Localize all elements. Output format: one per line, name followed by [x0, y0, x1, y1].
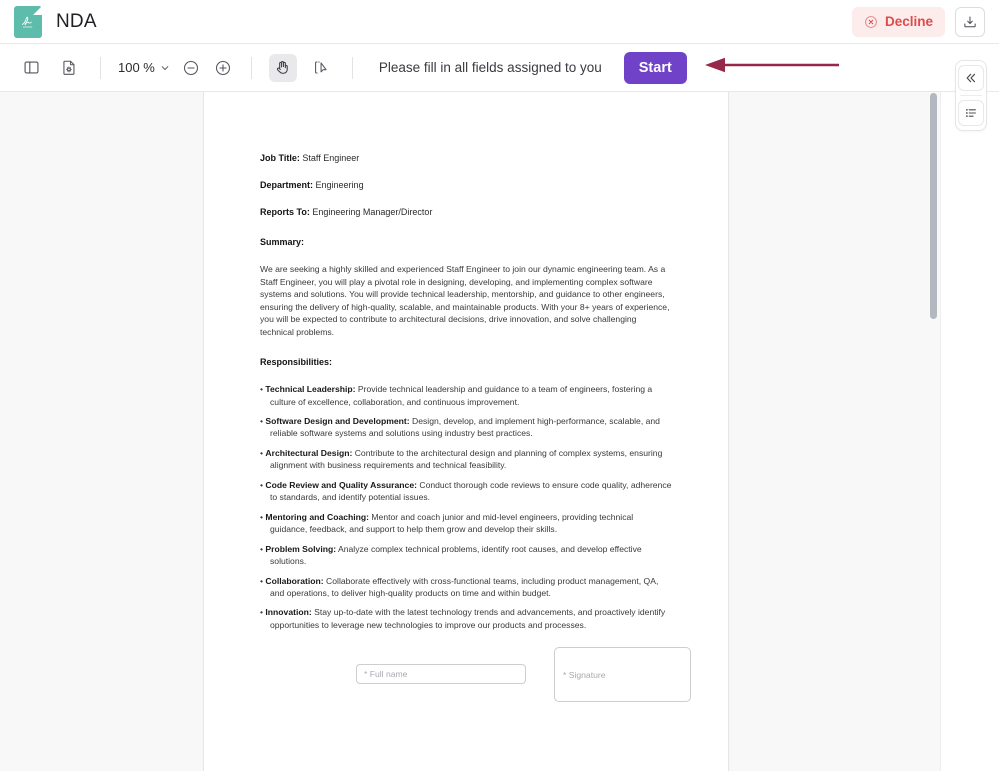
sidebar-panel-toggle-button[interactable] — [17, 54, 45, 82]
summary-paragraph: We are seeking a highly skilled and experienced Staff Engineer to join our dynamic engineering team. As a Staff Engineer, you will play a pivotal role in designing, developing, and implementing complex software systems and solutions. You will provide technical leadership, mentorship, and guidance to other engineers, ensuring the delivery of high-quality, scalable, and maintainable products. With your 8+ years of experience, you will be expected to contribute to architectural decisions, drive innovation, and solve challenging technical problems. — [260, 264, 670, 337]
list-item: • Problem Solving: Analyze complex technical problems, identify root causes, and develop effective solutions. — [260, 543, 642, 567]
decline-button-label: Decline — [884, 14, 933, 29]
document-canvas[interactable] — [0, 92, 999, 771]
start-button[interactable]: Start — [624, 52, 687, 84]
responsibilities-list — [260, 383, 672, 631]
list-item-text: Collaborate effectively with cross-functional teams, including product management, QA, and operations, to deliver high-quality products on time and within budget. — [270, 575, 659, 598]
zoom-out-button[interactable] — [178, 55, 204, 81]
list-item-text: Contribute to the architectural design and planning of complex systems, ensuring alignment with business requirements and technical feasibility. — [270, 447, 663, 471]
list-item: • Code Review and Quality Assurance: Conduct thorough code reviews to ensure code quality, adherence to standards, and identify potential issues. — [260, 479, 672, 503]
document-settings-icon — [61, 59, 78, 76]
right-rail — [940, 92, 999, 771]
zoom-in-button[interactable] — [210, 55, 236, 81]
right-rail-card — [955, 60, 987, 131]
header-actions — [852, 7, 999, 37]
doc-meta-row — [260, 179, 672, 192]
circle-x-icon — [864, 15, 878, 29]
list-item: • Mentoring and Coaching: Mentor and coach junior and mid-level engineers, providing technical guidance, feedback, and support to help them grow and develop their skills. — [260, 511, 634, 535]
list-item-text: Analyze complex technical problems, identify root causes, and develop effective solutions. — [270, 543, 642, 567]
list-icon — [964, 106, 978, 120]
zoom-level-value: 100 % — [118, 60, 155, 75]
list-item: • Collaboration: Collaborate effectively with cross-functional teams, including product management, QA, and operations, to deliver high-quality products on time and within budget. — [260, 575, 659, 598]
list-item-title: Architectural Design: — [265, 447, 353, 458]
signature-document-icon — [14, 6, 42, 38]
fill-fields-message: Please fill in all fields assigned to you — [378, 60, 602, 75]
fields-list-button[interactable] — [958, 100, 984, 126]
document-content — [204, 92, 728, 738]
list-item: • Technical Leadership: Provide technical leadership and guidance to a team of engineers, fostering a culture of excellence, collaboration, and continuous improvement. — [260, 384, 653, 407]
chevron-down-icon — [160, 63, 170, 73]
doc-meta-row — [260, 206, 672, 219]
doc-meta-row — [260, 152, 672, 165]
download-button[interactable] — [955, 7, 985, 37]
doc-meta-label: Reports To: — [260, 206, 310, 217]
list-item: • Architectural Design: Contribute to the architectural design and planning of complex systems, ensuring alignment with business requirements and technical feasibility. — [260, 447, 663, 471]
list-item-text: Mentor and coach junior and mid-level engineers, providing technical guidance, feedback, and support to help them grow and develop their skills. — [270, 511, 634, 535]
list-item-text: Stay up-to-date with the latest technology trends and advancements, and proactively identify opportunities to leverage new technologies to improve our products and processes. — [270, 607, 666, 630]
list-item-text: Conduct thorough code reviews to ensure code quality, adherence to standards, and identify potential issues. — [270, 479, 672, 503]
list-item: • Innovation: Stay up-to-date with the latest technology trends and advancements, and proactively identify opportunities to leverage new technologies to improve our products and processes. — [260, 607, 666, 630]
text-select-icon — [312, 59, 329, 76]
download-icon — [962, 14, 978, 30]
list-item-title: Innovation: — [265, 607, 312, 618]
brand-area — [0, 6, 97, 38]
annotation-arrow-icon — [701, 56, 839, 79]
toolbar-divider — [100, 57, 101, 79]
text-select-tool-button[interactable] — [307, 54, 335, 82]
hand-icon — [274, 59, 291, 76]
list-item: • Software Design and Development: Design, develop, and implement high-performance, scalable, and reliable software systems and solutions using industry best practices. — [260, 416, 660, 439]
toolbar-divider — [251, 57, 252, 79]
responsibilities-heading: Responsibilities: — [260, 357, 333, 368]
doc-meta-label: Job Title: — [260, 153, 300, 163]
signature-field[interactable]: * Signature — [554, 647, 691, 702]
zoom-level-select[interactable] — [113, 57, 175, 78]
doc-meta-label: Department: — [260, 179, 314, 190]
document-toolbar — [0, 44, 999, 92]
rail-divider — [960, 95, 982, 96]
toolbar-divider — [352, 57, 353, 79]
list-item-title: Technical Leadership: — [265, 384, 356, 395]
list-item-title: Collaboration: — [265, 575, 324, 586]
document-settings-button[interactable] — [55, 54, 83, 82]
doc-meta-value: Engineering — [315, 179, 364, 190]
list-item-text: Provide technical leadership and guidance to a team of engineers, fostering a culture of excellence, collaboration, and continuous improvement. — [270, 384, 653, 407]
collapse-panel-button[interactable] — [958, 65, 984, 91]
hand-tool-button[interactable] — [269, 54, 297, 82]
doc-meta-value: Staff Engineer — [302, 153, 360, 163]
list-item-text: Design, develop, and implement high-performance, scalable, and reliable software systems and solutions using industry best practices. — [270, 416, 660, 439]
list-item-title: Mentoring and Coaching: — [265, 511, 370, 522]
list-item-title: Problem Solving: — [265, 543, 337, 554]
plus-circle-icon — [214, 59, 232, 77]
summary-heading: Summary: — [260, 237, 305, 248]
full-name-field[interactable]: * Full name — [356, 664, 526, 684]
list-item-title: Software Design and Development: — [265, 416, 410, 427]
minus-circle-icon — [182, 59, 200, 77]
doc-meta-value: Engineering Manager/Director — [312, 206, 433, 217]
decline-button[interactable] — [852, 7, 945, 37]
list-item-title: Code Review and Quality Assurance: — [265, 479, 417, 490]
app-header — [0, 0, 999, 44]
form-fields-area — [260, 638, 672, 718]
page-title: NDA — [56, 10, 97, 32]
document-page — [204, 92, 728, 771]
vertical-scrollbar-thumb[interactable] — [930, 93, 937, 319]
vertical-scrollbar[interactable] — [928, 92, 940, 771]
sidebar-panel-icon — [23, 59, 40, 76]
double-chevron-left-icon — [964, 71, 978, 85]
